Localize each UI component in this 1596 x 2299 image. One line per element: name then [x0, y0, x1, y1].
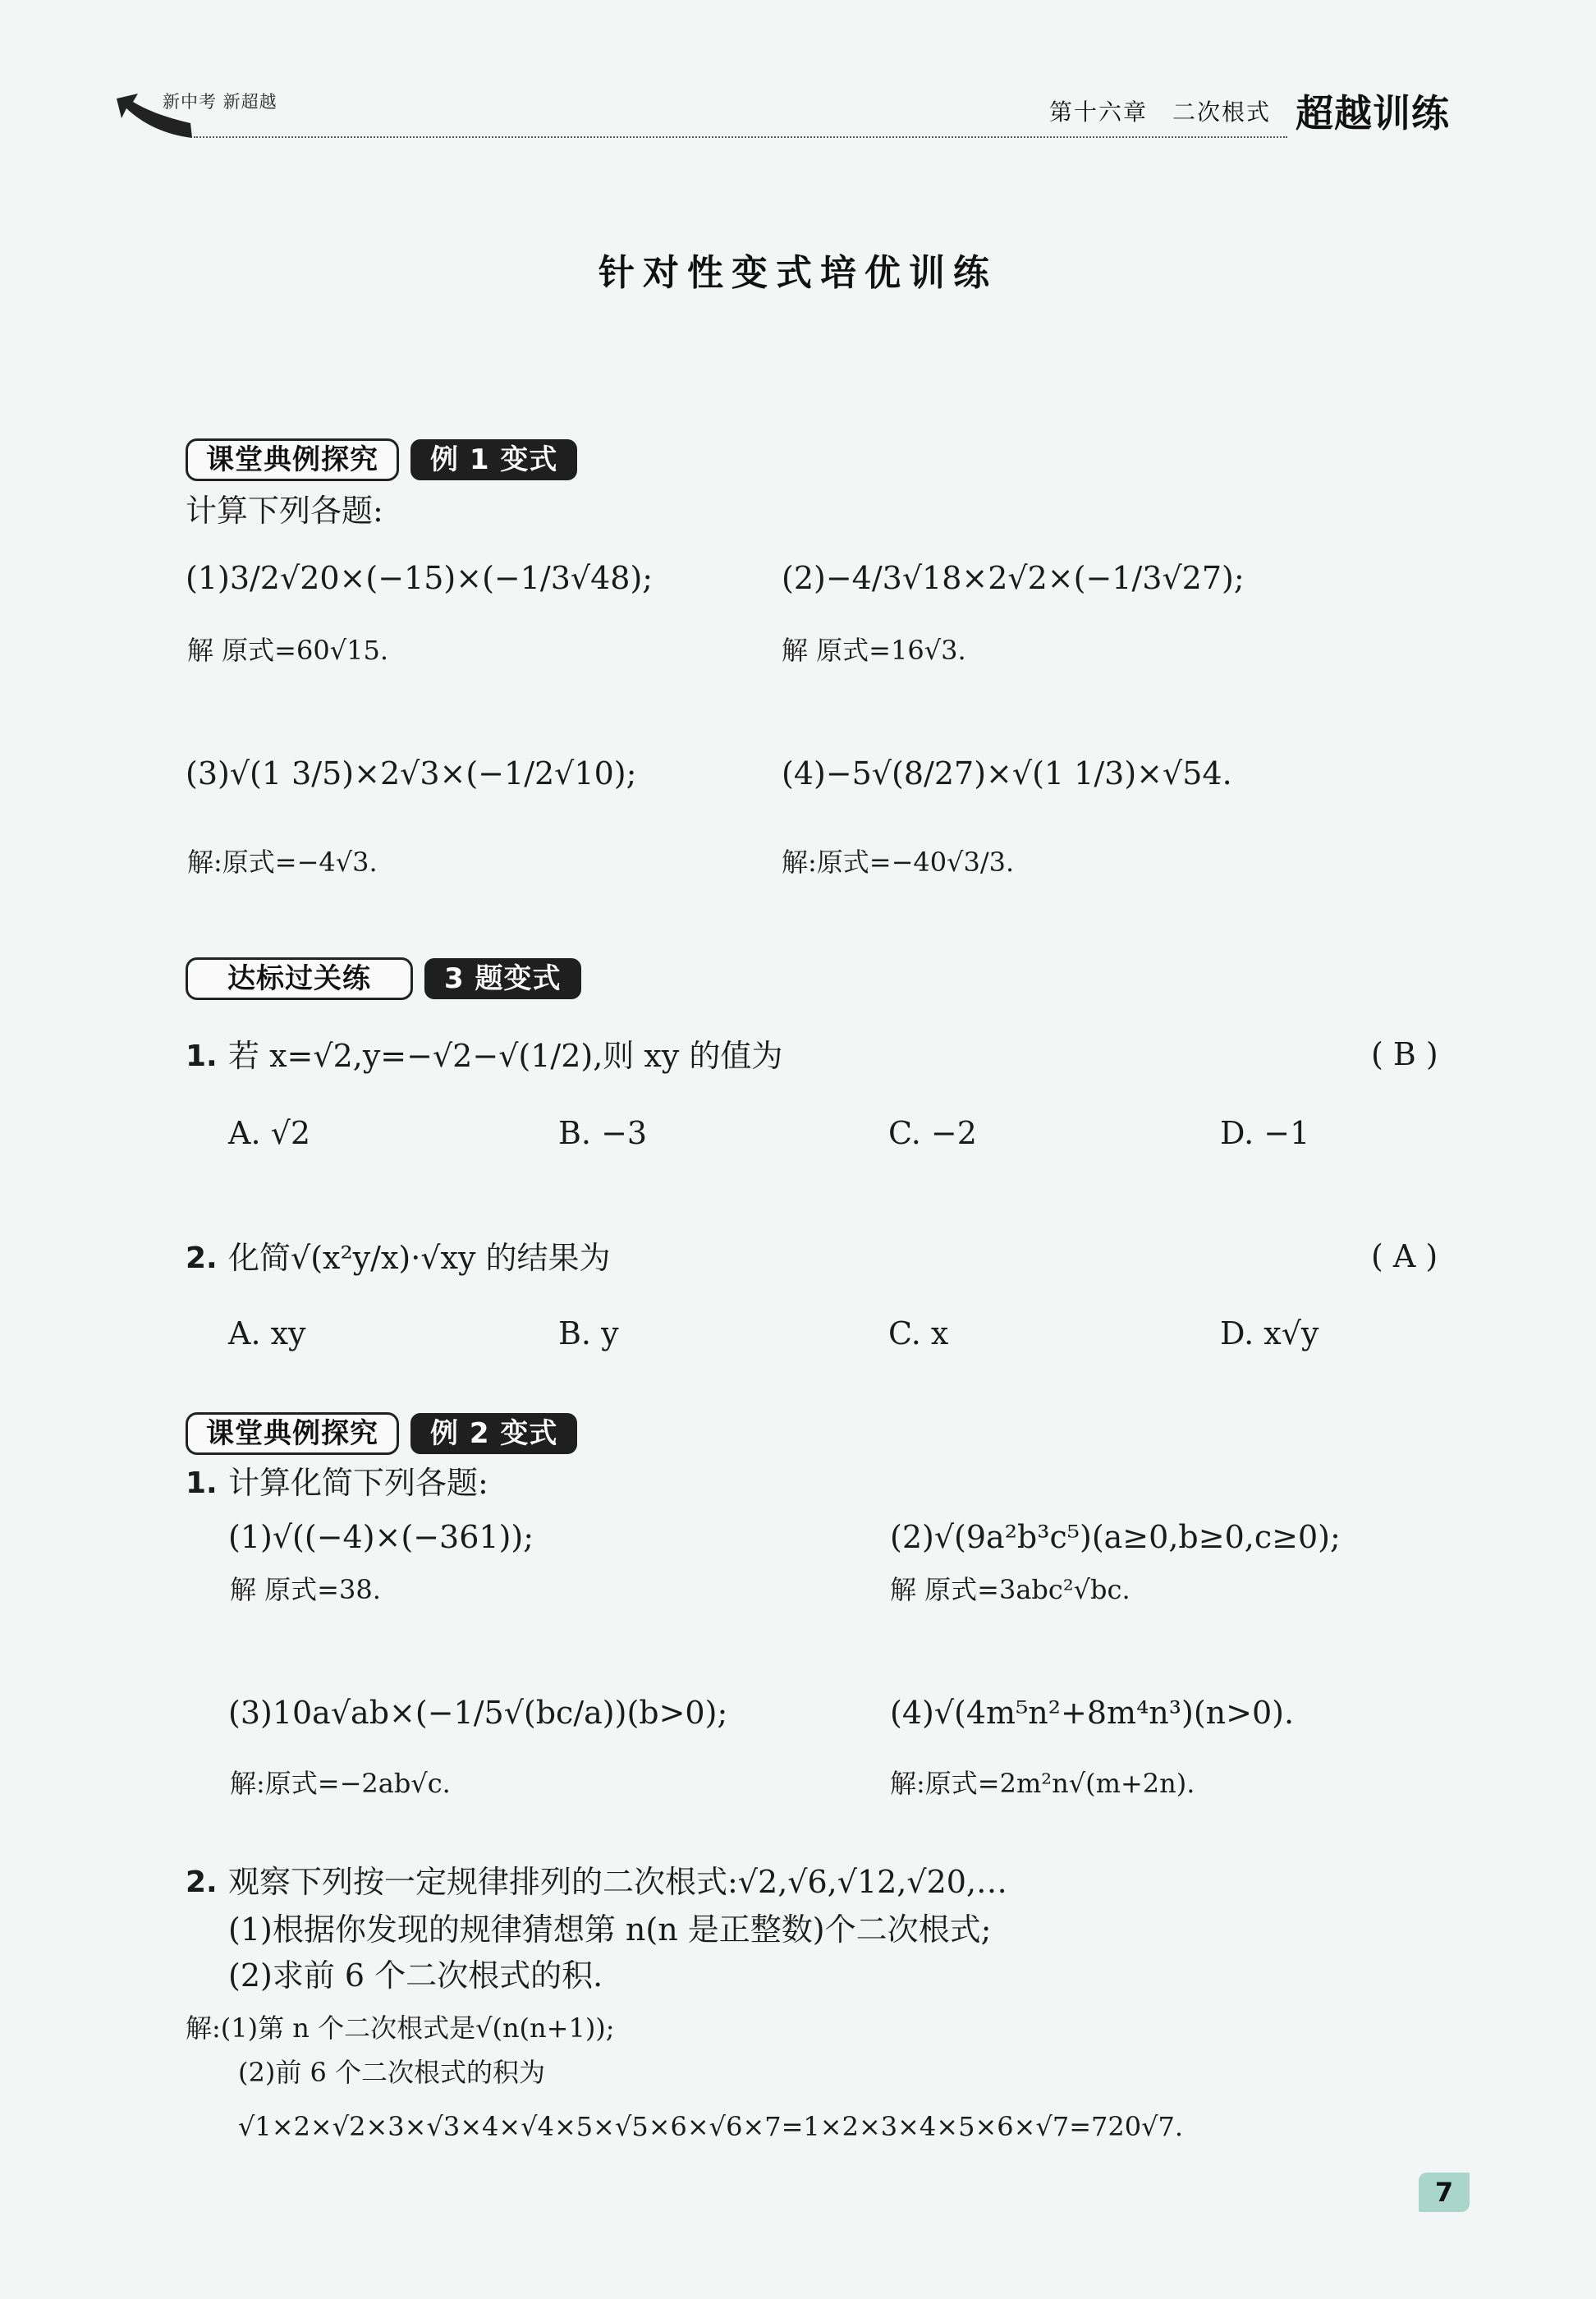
problem-3: (3)10a√ab×(−1/5√(bc/a))(b>0); — [228, 1695, 728, 1731]
option-d: D. −1 — [1220, 1115, 1310, 1151]
problem-2: (2)−4/3√18×2√2×(−1/3√27); — [782, 560, 1245, 596]
problem-1: (1)3/2√20×(−15)×(−1/3√48); — [186, 560, 654, 596]
question-stem: 观察下列按一定规律排列的二次根式:√2,√6,√12,√20,… — [228, 1864, 1008, 1900]
solution-line-3: √1×2×√2×3×√3×4×√4×5×√5×6×√6×7=1×2×3×4×5×6×√7=720√7. — [238, 2111, 1183, 2142]
section-tag: 课堂典例探究 — [186, 438, 399, 481]
solution-line-2: (2)前 6 个二次根式的积为 — [238, 2057, 546, 2088]
section-header-3 — [186, 1412, 577, 1455]
option-c: C. −2 — [888, 1115, 977, 1151]
header-brand: 超越训练 — [1296, 91, 1450, 135]
question-stem: 计算化简下列各题: — [228, 1465, 488, 1501]
problem-2: (2)√(9a²b³c⁵)(a≥0,b≥0,c≥0); — [890, 1519, 1341, 1555]
solution-line-1: 解:(1)第 n 个二次根式是√(n(n+1)); — [186, 2012, 615, 2044]
answer-3: 解:原式=−4√3. — [187, 847, 378, 878]
option-a: A. √2 — [228, 1115, 310, 1151]
answer-1: 解 原式=60√15. — [187, 635, 388, 666]
header-chapter: 第十六章 二次根式 — [1049, 99, 1272, 126]
section-header-2 — [186, 957, 581, 1000]
problem-1: (1)√((−4)×(−361)); — [228, 1519, 534, 1555]
section-badge: 例 2 变式 — [410, 1413, 577, 1454]
answer-4: 解:原式=2m²n√(m+2n). — [890, 1768, 1195, 1799]
problem-4: (4)−5√(8/27)×√(1 1/3)×√54. — [782, 755, 1232, 792]
option-a: A. xy — [228, 1315, 306, 1351]
question-answer: ( B ) — [1371, 1036, 1438, 1072]
option-d: D. x√y — [1220, 1315, 1319, 1351]
answer-4: 解:原式=−40√3/3. — [782, 847, 1015, 878]
sub-question-1: (1)根据你发现的规律猜想第 n(n 是正整数)个二次根式; — [228, 1911, 992, 1948]
question-stem: 若 x=√2,y=−√2−√(1/2),则 xy 的值为 — [228, 1038, 783, 1074]
question-number: 2. — [186, 1865, 218, 1899]
option-b: B. −3 — [558, 1115, 648, 1151]
header-divider — [194, 136, 1287, 138]
question-stem: 化简√(x²y/x)·√xy 的结果为 — [228, 1240, 611, 1276]
page-title: 针对性变式培优训练 — [598, 252, 998, 294]
question-number: 2. — [186, 1241, 218, 1275]
answer-2: 解 原式=3abc²√bc. — [890, 1574, 1130, 1605]
answer-3: 解:原式=−2ab√c. — [230, 1768, 451, 1799]
header-series-text: 新中考 新超越 — [163, 92, 277, 112]
section-tag: 达标过关练 — [186, 957, 413, 1000]
problem-4: (4)√(4m⁵n²+8m⁴n³)(n>0). — [890, 1695, 1295, 1731]
question-answer: ( A ) — [1371, 1238, 1438, 1274]
question-number: 1. — [186, 1466, 218, 1500]
option-c: C. x — [888, 1315, 949, 1351]
section-badge: 例 1 变式 — [410, 439, 577, 480]
section-intro: 计算下列各题: — [186, 493, 383, 529]
section-badge: 3 题变式 — [424, 958, 581, 999]
option-b: B. y — [558, 1315, 619, 1351]
question-number: 1. — [186, 1039, 218, 1073]
section-header-1 — [186, 438, 577, 481]
answer-2: 解 原式=16√3. — [782, 635, 966, 666]
sub-question-2: (2)求前 6 个二次根式的积. — [228, 1957, 603, 1994]
section-tag: 课堂典例探究 — [186, 1412, 399, 1455]
problem-3: (3)√(1 3/5)×2√3×(−1/2√10); — [186, 755, 637, 792]
answer-1: 解 原式=38. — [230, 1574, 381, 1605]
page-number: 7 — [1419, 2173, 1470, 2212]
